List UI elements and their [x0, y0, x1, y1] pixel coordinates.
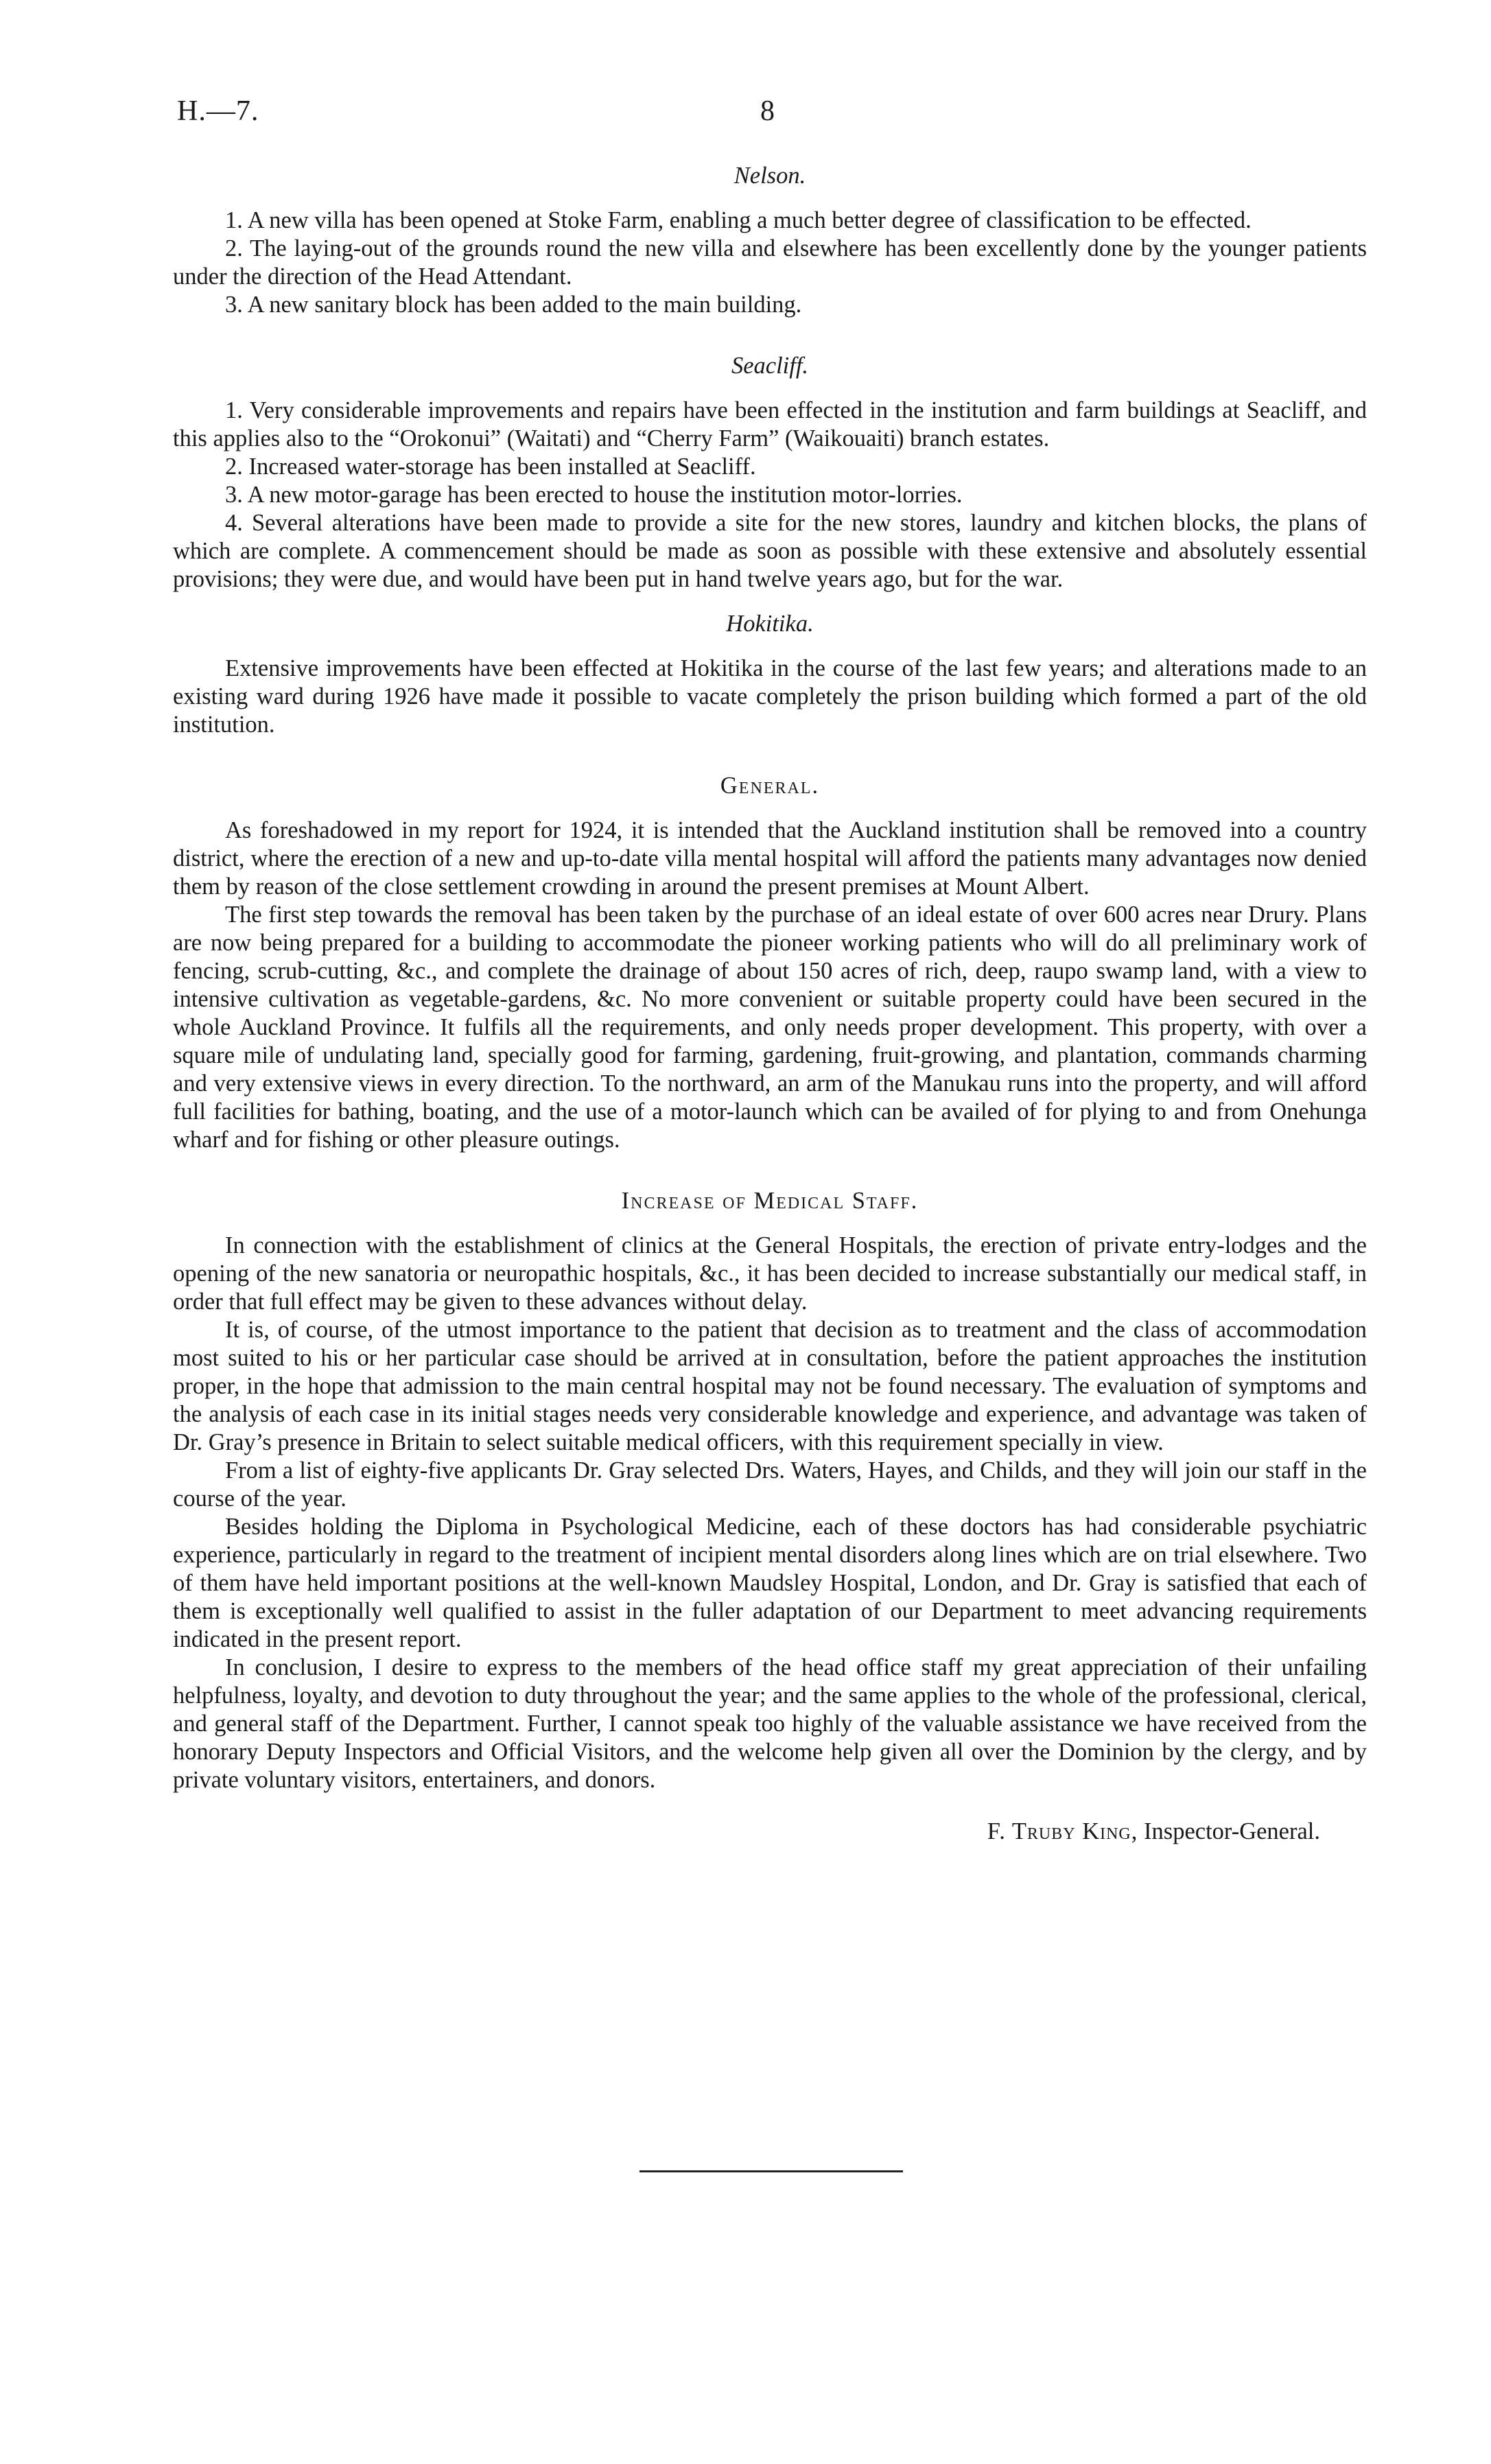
document-code: H.—7.: [177, 95, 259, 127]
report-body: [173, 162, 1367, 1846]
end-divider: [639, 2170, 903, 2172]
paragraph: Besides holding the Diploma in Psychological Medicine, each of these doctors has had considerable psychiatric experience, particularly in regard to the treatment of incipient mental disorders along lines which are on trial elsewhere. Two of them have held important positions at the well-known Maudsley Hospital, London, and Dr. Gray is satisfied that each of them is exceptionally well qualified to assist in the fuller adaptation of our Department to meet advancing requirements indicated in the present report.: [173, 1514, 1367, 1652]
section-heading-general: General.: [720, 773, 820, 799]
paragraph: In connection with the establishment of clinics at the General Hospitals, the erection of private entry-lodges and the opening of the new sanatoria or neuropathic hospitals, &c., it has been decided to increase substantially our medical staff, in order that full effect may be given to these advances without delay.: [173, 1232, 1367, 1315]
paragraph: 3. A new motor-garage has been erected to house the institution motor-lorries.: [225, 482, 963, 508]
signature-block: [173, 1818, 1367, 1846]
paragraph: 2. Increased water-storage has been installed at Seacliff.: [225, 454, 756, 480]
page-number: 8: [760, 95, 775, 127]
signatory-title: Inspector-General.: [1144, 1818, 1320, 1844]
paragraph: 1. Very considerable improvements and repairs have been effected in the institution and farm buildings at Seacliff, and this applies also to the “Orokonui” (Waitati) and “Cherry Farm” (Waikouaiti) branch estates.: [173, 397, 1367, 451]
paragraph: 3. A new sanitary block has been added to the main building.: [225, 292, 802, 318]
paragraph: 4. Several alterations have been made to provide a site for the new stores, laundry and kitchen blocks, the plans of which are complete. A commencement should be made as soon as possible with these extensive and absolutely essential provisions; they were due, and would have been put in hand twelve years ago, but for the war.: [173, 510, 1367, 592]
paragraph: The first step towards the removal has been taken by the purchase of an ideal estate of over 600 acres near Drury. Plans are now being prepared for a building to accommodate the pioneer working patients who will do all preliminary work of fencing, scrub-cutting, &c., and complete the drainage of about 150 acres of rich, deep, raupo swamp land, with a view to intensive cultivation as vegetable-gardens, &c. No more convenient or suitable property could have been secured in the whole Auckland Province. It fulfils all the requirements, and only needs proper development. This property, with over a square mile of undulating land, specially good for farming, gardening, fruit-growing, and plantation, commands charming and very extensive views in every direction. To the northward, an arm of the Manukau runs into the property, and will afford full facilities for bathing, boating, and the use of a motor-launch which can be availed of for plying to and from Onehunga wharf and for fishing or other pleasure outings.: [173, 902, 1367, 1153]
paragraph: 1. A new villa has been opened at Stoke Farm, enabling a much better degree of classification to be effected.: [225, 207, 1252, 233]
paragraph: From a list of eighty-five applicants Dr. Gray selected Drs. Waters, Hayes, and Childs, and they will join our staff in the course of the year.: [173, 1457, 1367, 1512]
section-heading-seacliff: Seacliff.: [731, 353, 809, 379]
signatory-name: F. Truby King,: [987, 1818, 1138, 1844]
paragraph: Extensive improvements have been effected at Hokitika in the course of the last few years; and alterations made to an existing ward during 1926 have made it possible to vacate completely the prison building which formed a part of the old institution.: [173, 655, 1367, 738]
paragraph: 2. The laying-out of the grounds round the new villa and elsewhere has been excellently done by the younger patients under the direction of the Head Attendant.: [173, 235, 1367, 290]
paragraph: As foreshadowed in my report for 1924, it is intended that the Auckland institution shall be removed into a country district, where the erection of a new and up-to-date villa mental hospital will afford the patients many advantages now denied them by reason of the close settlement crowding in around the present premises at Mount Albert.: [173, 817, 1367, 900]
paragraph: In conclusion, I desire to express to the members of the head office staff my great appreciation of their unfailing helpfulness, loyalty, and devotion to duty throughout the year; and the same applies to the whole of the professional, clerical, and general staff of the Department. Further, I cannot speak too highly of the valuable assistance we have received from the honorary Deputy Inspectors and Official Visitors, and the welcome help given all over the Dominion by the clergy, and by private voluntary visitors, entertainers, and donors.: [173, 1654, 1367, 1793]
section-heading-nelson: Nelson.: [733, 163, 806, 189]
paragraph: It is, of course, of the utmost importance to the patient that decision as to treatment and the class of accommodation most suited to his or her particular case should be arrived at in consultation, before the patient approaches the institution proper, in the hope that admission to the main central hospital may not be found necessary. The evaluation of symptoms and the analysis of each case in its initial stages needs very considerable knowledge and experience, and advantage was taken of Dr. Gray’s presence in Britain to select suitable medical officers, with this requirement specially in view.: [173, 1317, 1367, 1455]
section-heading-medical-staff: Increase of Medical Staff.: [621, 1188, 919, 1214]
section-heading-hokitika: Hokitika.: [726, 611, 814, 637]
